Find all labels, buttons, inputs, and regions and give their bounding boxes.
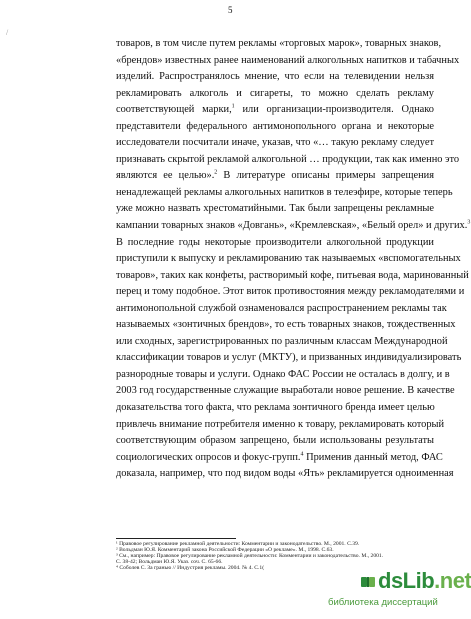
watermark-logo-main: dsLib bbox=[378, 568, 435, 593]
text-line-content: доказательства того факта, что реклама зонтичного бренда имеет целью bbox=[116, 402, 435, 414]
footnote-ref[interactable]: 2 bbox=[214, 169, 218, 176]
text-line bbox=[116, 251, 461, 268]
footnotes bbox=[116, 541, 434, 571]
text-line-content: соответствующим образом запрещено, были использованы результаты bbox=[116, 435, 434, 447]
page-number: 5 bbox=[228, 5, 233, 15]
text-line-content: соответствующей марки, bbox=[116, 104, 232, 116]
footnote: ² Вольдман Ю.Я. Комментарий закона Российской Федерации «О рекламе». М., 1998. С.63. bbox=[116, 547, 334, 554]
text-line-tail: В литературе описаны примеры запрещения bbox=[217, 170, 434, 182]
text-line-content: кампании товарных знаков «Довгань», «Кремлевская», «Белый орел» и других. bbox=[116, 220, 468, 232]
body-text bbox=[116, 36, 471, 483]
text-line bbox=[116, 235, 434, 252]
text-line-content: приступили к выпуску и рекламированию так называемых «вспомогательных bbox=[116, 253, 461, 265]
text-line-content: разнородные товары и услуги. Однако ФАС России не осталась в долгу, и в bbox=[116, 368, 450, 380]
text-line-content: 2003 год государственные служащие выработали новое решение. В качестве bbox=[116, 385, 455, 397]
watermark-caption: библиотека диссертаций bbox=[328, 597, 438, 608]
footnote: ³ См., например: Правовое регулирование рекламной деятельности: Комментарии и законодательство. М., 2001. bbox=[116, 553, 384, 560]
text-line bbox=[116, 119, 434, 136]
text-line bbox=[116, 268, 469, 285]
watermark-logo bbox=[378, 568, 471, 594]
text-line bbox=[116, 53, 460, 70]
text-line bbox=[116, 433, 434, 450]
text-line bbox=[116, 400, 434, 417]
text-line-content: социологических опросов и фокус-групп. bbox=[116, 451, 301, 463]
watermark-logo-domain: .net bbox=[434, 568, 471, 593]
text-line-content: «брендов» известных ранее наименований алкогольных напитков и табачных bbox=[116, 54, 460, 66]
text-line-tail: или организации-производителя. Однако bbox=[234, 104, 435, 116]
text-line-content: товаров», таких как конфеты, растворимый кофе, питьевая вода, маринованный bbox=[116, 269, 469, 281]
text-line-content: уже можно назвать хрестоматийными. Так были запрещены рекламные bbox=[116, 203, 434, 215]
footnote: С. 38-42; Вольдман Ю.Я. Указ. соч. С. 65-66. bbox=[116, 559, 223, 566]
text-line-content: являются ее целью». bbox=[116, 170, 215, 182]
text-line bbox=[116, 334, 448, 351]
text-line bbox=[116, 69, 434, 86]
footnote: ¹ Правовое регулирование рекламной деятельности: Комментарии и законодательство. М., 2001. С.39. bbox=[116, 541, 360, 547]
footnote-separator bbox=[116, 538, 236, 539]
text-line-content: изделий. Распространялось мнение, что если на телевидении нельзя bbox=[116, 71, 434, 83]
text-line-content: ненадлежащей рекламы алкогольных напитков в телеэфире, которые теперь bbox=[116, 186, 453, 198]
text-line-content: антимонопольной службой ознаменовался распространением рекламы так bbox=[116, 302, 447, 314]
text-line-content: доказала, например, что под видом воды «Ять» рекламируется одноименная bbox=[116, 468, 454, 480]
text-line-content: В последние годы некоторые производители алкогольной продукции bbox=[116, 236, 434, 248]
footnote-ref[interactable]: 3 bbox=[467, 219, 471, 226]
text-line-content: называемых «зонтичных брендов», то есть товарных знаков, тождественных bbox=[116, 319, 456, 331]
text-line bbox=[116, 301, 447, 318]
text-line-content: рекламировать алкоголь и сигареты, то можно сделать рекламу bbox=[116, 87, 434, 99]
text-line bbox=[116, 218, 471, 235]
footnote: ⁴ Соболев С. За гранью // Индустрия рекламы. 2004. № 4. С.1( bbox=[116, 565, 265, 572]
text-line bbox=[116, 201, 434, 218]
book-icon bbox=[360, 574, 376, 590]
text-line bbox=[116, 350, 462, 367]
text-line bbox=[116, 152, 460, 169]
text-line-content: или сходных, зарегистрированных по различным классам Международной bbox=[116, 335, 448, 347]
text-line-content: привлечь внимание потребителя именно к товару, рекламировать который bbox=[116, 418, 445, 430]
text-line bbox=[116, 466, 454, 483]
text-line-content: классификации товаров и услуг (МКТУ), и призванных индивидуализировать bbox=[116, 352, 462, 364]
text-line bbox=[116, 417, 445, 434]
text-line-content: представители федерального антимонопольного органа и некоторые bbox=[116, 120, 434, 132]
dslib-watermark bbox=[326, 568, 471, 612]
text-line bbox=[116, 102, 434, 119]
footnote-ref[interactable]: 4 bbox=[300, 451, 304, 458]
text-line bbox=[116, 383, 455, 400]
text-line bbox=[116, 135, 434, 152]
text-line bbox=[116, 367, 450, 384]
text-line-content: исследователи посчитали иначе, указав, что «… такую рекламу следует bbox=[116, 137, 434, 149]
text-line-tail: Применив данный метод, ФАС bbox=[303, 451, 443, 463]
text-line bbox=[116, 284, 465, 301]
text-line-content: признавать скрытой рекламой алкогольной … продукции, так как именно это bbox=[116, 153, 460, 165]
text-line bbox=[116, 185, 453, 202]
text-line-content: товаров, в том числе путем рекламы «торговых марок», товарных знаков, bbox=[116, 38, 442, 49]
footnote-ref[interactable]: 1 bbox=[231, 103, 235, 110]
text-line bbox=[116, 450, 443, 467]
text-line bbox=[116, 86, 434, 103]
text-line bbox=[116, 36, 442, 53]
margin-mark: / bbox=[6, 28, 9, 37]
text-line bbox=[116, 317, 456, 334]
text-line bbox=[116, 168, 434, 185]
text-line-content: перец и тому подобное. Этот виток противостояния между рекламодателями и bbox=[116, 286, 465, 298]
